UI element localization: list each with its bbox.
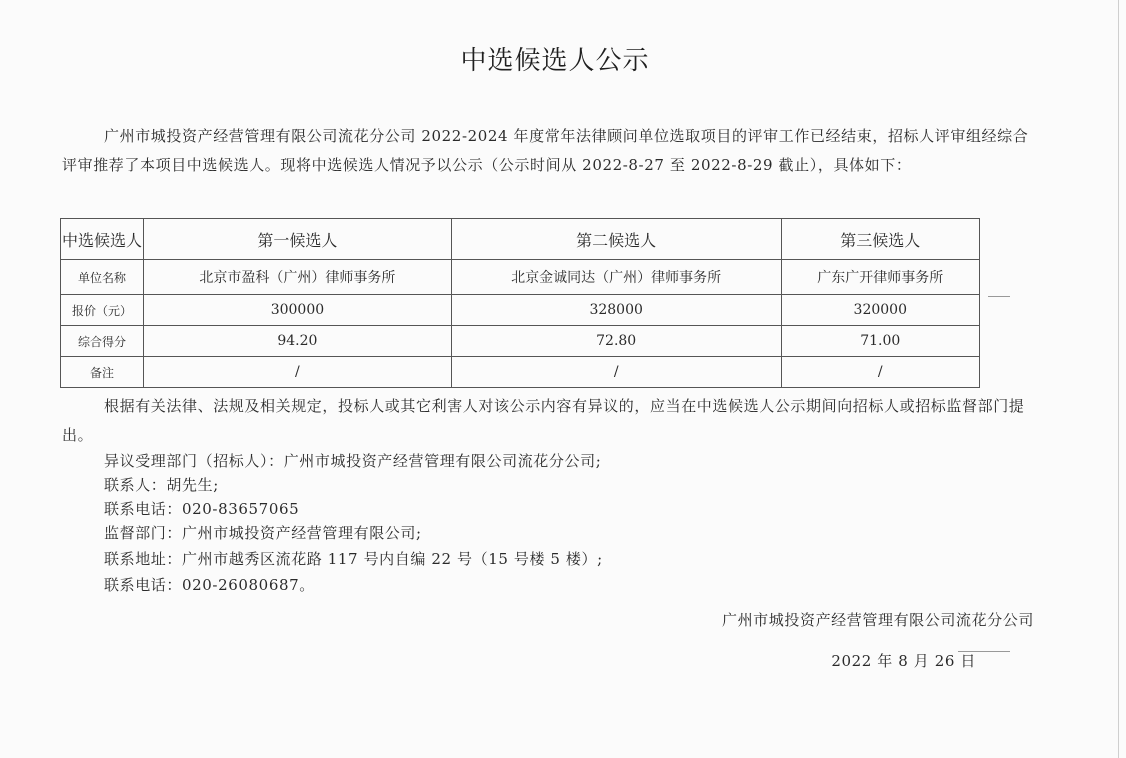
table-cell: / [144, 357, 452, 388]
scan-edge-line [1118, 0, 1119, 758]
table-row [61, 219, 980, 260]
table-cell: 备注 [61, 357, 144, 388]
table-cell: 报价（元） [61, 295, 144, 326]
table-cell: 320000 [781, 295, 979, 326]
supervisor-phone: 联系电话：020-26080687。 [104, 576, 315, 594]
table-cell: 北京市盈科（广州）律师事务所 [144, 260, 452, 295]
table-cell: 71.00 [781, 326, 979, 357]
table-row [61, 295, 980, 326]
table-cell: 综合得分 [61, 326, 144, 357]
table-header-cell: 第三候选人 [781, 219, 979, 260]
table-row [61, 357, 980, 388]
table-cell: 广东广开律师事务所 [781, 260, 979, 295]
signature-org: 广州市城投资产经营管理有限公司流花分公司 [721, 611, 1034, 629]
table-header-cell: 第一候选人 [144, 219, 452, 260]
table-header-cell: 第二候选人 [451, 219, 781, 260]
table-cell: / [781, 357, 979, 388]
objection-paragraph: 根据有关法律、法规及相关规定，投标人或其它利害人对该公示内容有异议的，应当在中选候选人公示期间向招标人或招标监督部门提出。 [62, 397, 1025, 444]
table-cell: 328000 [451, 295, 781, 326]
table-cell: / [451, 357, 781, 388]
contact-person: 联系人：胡先生; [104, 476, 219, 494]
table-row [61, 326, 980, 357]
contact-dept: 异议受理部门（招标人）：广州市城投资产经营管理有限公司流花分公司; [104, 452, 602, 470]
supervisor-dept: 监督部门：广州市城投资产经营管理有限公司; [104, 524, 422, 542]
table-cell: 北京金诚同达（广州）律师事务所 [451, 260, 781, 295]
intro-paragraph: 广州市城投资产经营管理有限公司流花分公司 2022-2024 年度常年法律顾问单位选取项目的评审工作已经结束，招标人评审组经综合评审推荐了本项目中选候选人。现将中选候选人情况予以公示（公示时间从 2022-8-27 至 2022-8-29 截止），具体如下： [62, 127, 1029, 174]
signature-date: 2022 年 8 月 26 日 [831, 652, 976, 670]
page-title: 中选候选人公示 [460, 46, 650, 76]
contact-phone: 联系电话：020-83657065 [104, 500, 300, 518]
table-cell: 94.20 [144, 326, 452, 357]
table-header-cell: 中选候选人 [61, 219, 144, 260]
contact-address: 联系地址：广州市越秀区流花路 117 号内自编 22 号（15 号楼 5 楼）; [104, 550, 603, 568]
table-row [61, 260, 980, 295]
table-cell: 300000 [144, 295, 452, 326]
table-cell: 72.80 [451, 326, 781, 357]
candidate-table [60, 218, 980, 388]
scan-mark [988, 296, 1010, 297]
table-cell: 单位名称 [61, 260, 144, 295]
